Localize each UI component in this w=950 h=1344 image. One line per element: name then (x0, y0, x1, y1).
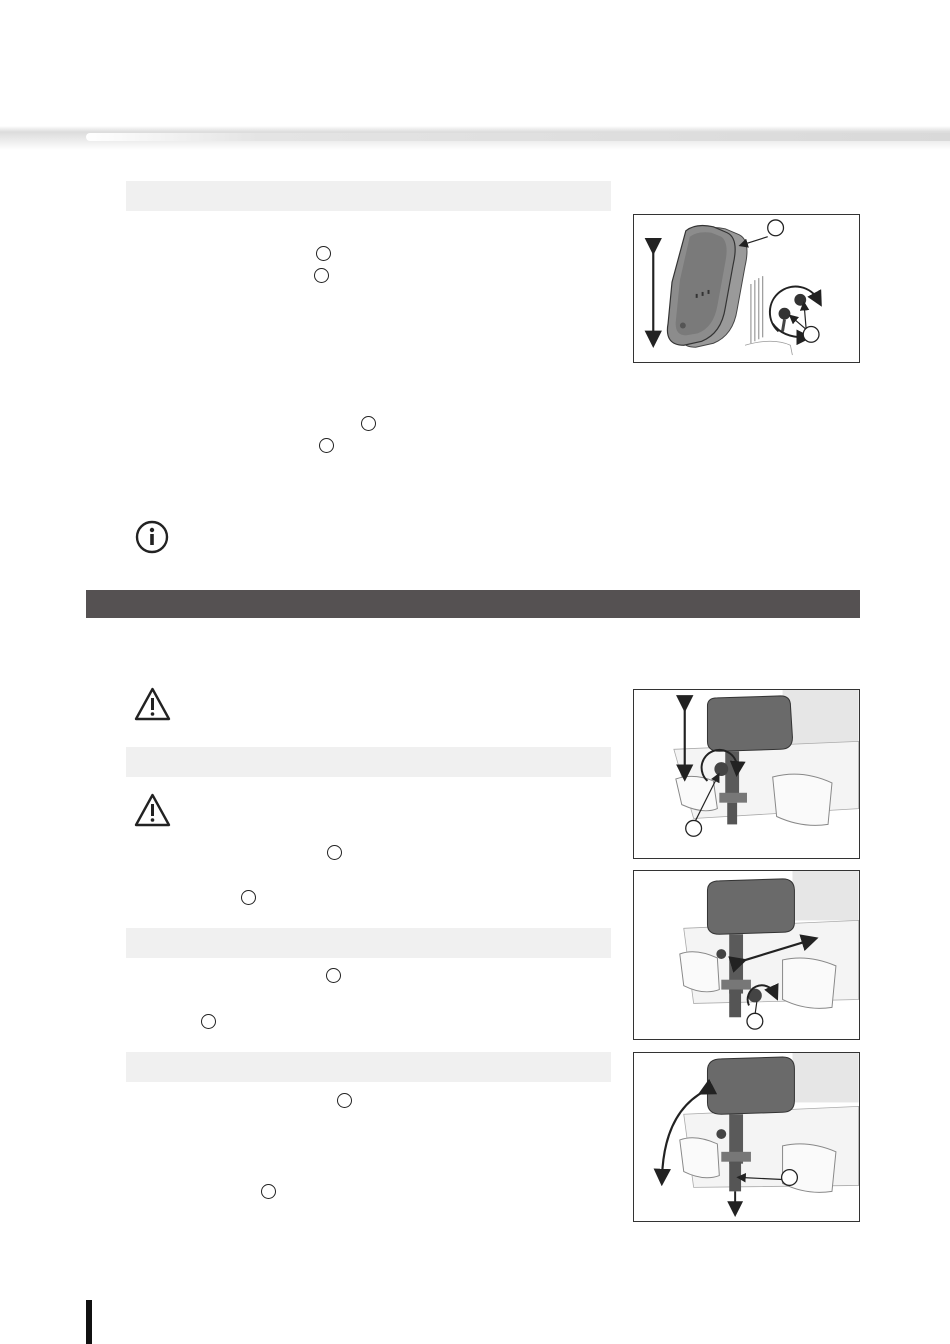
page-edge-marker (86, 1300, 92, 1344)
subheading-bar-1 (126, 181, 611, 211)
legrest-height-figure (633, 689, 860, 859)
reference-marker (319, 438, 334, 453)
reference-marker (241, 890, 256, 905)
subheading-bar-2 (126, 747, 611, 777)
reference-marker (361, 416, 376, 431)
subheading-bar-4 (126, 1052, 611, 1082)
reference-marker (261, 1184, 276, 1199)
reference-marker (314, 268, 329, 283)
reference-marker (326, 968, 341, 983)
reference-marker (337, 1093, 352, 1108)
legrest-swing-figure (633, 1052, 860, 1222)
page-header-band (0, 0, 950, 150)
section-heading-bar (86, 590, 860, 618)
reference-marker (201, 1014, 216, 1029)
info-circle-icon (135, 520, 169, 554)
headrest-pad-figure (633, 214, 860, 363)
subheading-bar-3 (126, 928, 611, 958)
reference-marker (327, 845, 342, 860)
header-rule (86, 133, 950, 141)
legrest-depth-figure (633, 870, 860, 1040)
reference-marker (316, 246, 331, 261)
warning-triangle-icon (134, 793, 171, 827)
warning-triangle-icon (134, 687, 171, 721)
